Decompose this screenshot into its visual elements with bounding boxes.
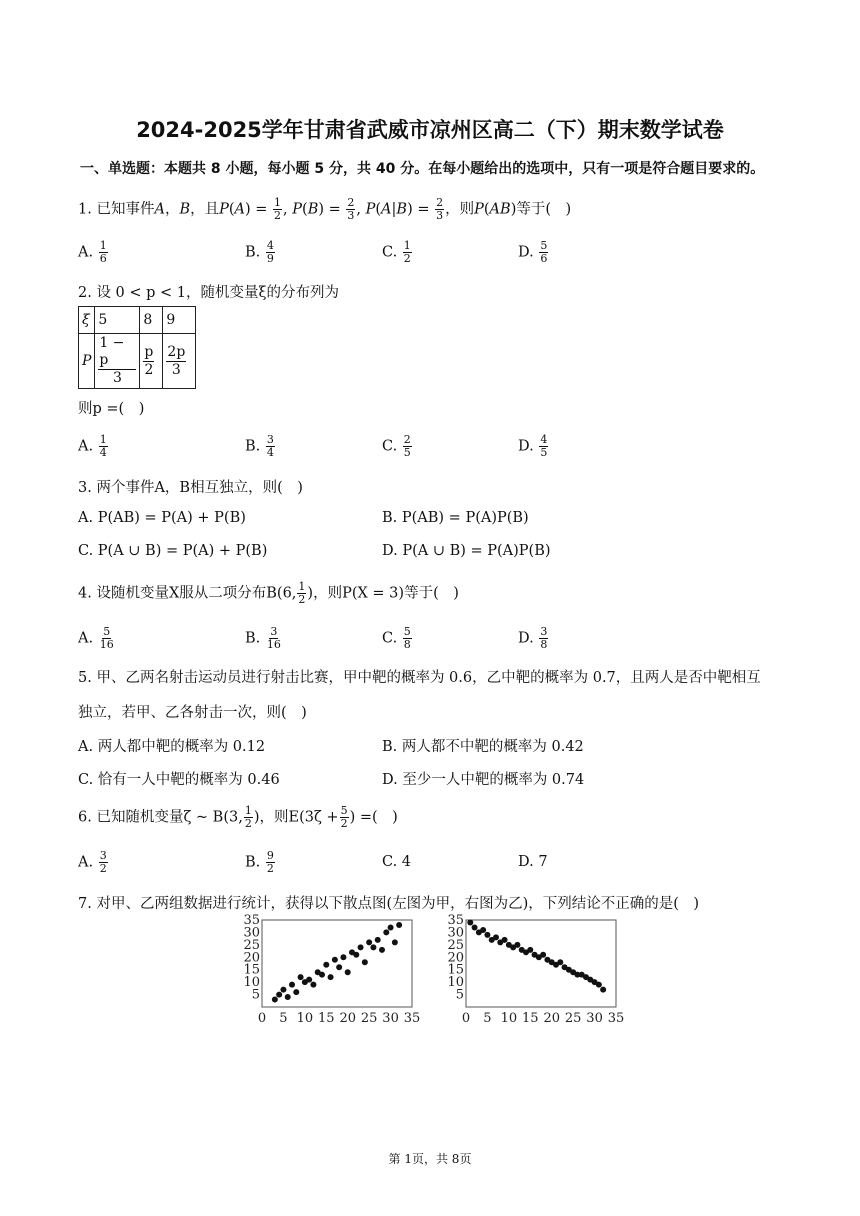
data-point (358, 944, 364, 950)
data-point (293, 989, 299, 995)
data-point (272, 997, 278, 1003)
y-tick-label: 30 (243, 925, 260, 941)
x-tick-label: 5 (483, 1011, 492, 1026)
x-tick-label: 15 (522, 1011, 539, 1026)
q2-option-d: D. $\frac{4}{5}$ (518, 433, 548, 459)
y-tick-label: 20 (243, 950, 260, 966)
data-point (383, 929, 389, 935)
x-tick-label: 20 (339, 1011, 356, 1026)
data-point (502, 937, 508, 943)
table-cell: 8 (140, 307, 163, 334)
q6-option-c: C. 4 (382, 854, 412, 870)
data-point (289, 982, 295, 988)
q1-option-c: C. $\frac{1}{2}$ (382, 239, 411, 265)
table-cell: ξ (79, 307, 95, 334)
data-point (375, 937, 381, 943)
data-point (527, 947, 533, 953)
data-point (484, 932, 490, 938)
data-point (596, 982, 602, 988)
q5-option-a: A. 两人都中靶的概率为 0.12 (78, 739, 266, 755)
data-point (540, 952, 546, 958)
data-point (467, 919, 473, 925)
y-tick-label: 20 (447, 950, 464, 966)
plot-frame (262, 920, 412, 1007)
scatter-plot-jia (236, 912, 422, 1030)
page-title: 2024-2025学年甘肃省武威市凉州区高二（下）期末数学试卷 (136, 118, 724, 142)
q5-option-d: D. 至少一人中靶的概率为 0.74 (382, 772, 585, 788)
question-5-line1: 5. 甲、乙两名射击运动员进行射击比赛，甲中靶的概率为 0.6，乙中靶的概率为 0.7，且两人是否中靶相互 (78, 670, 761, 686)
data-point (600, 987, 606, 993)
x-tick-label: 25 (564, 1011, 582, 1026)
y-tick-label: 5 (251, 987, 260, 1003)
y-tick-label: 35 (243, 913, 260, 928)
x-tick-label: 15 (318, 1011, 335, 1026)
q3-option-a: A. P(AB) = P(A) + P(B) (78, 510, 246, 526)
q3-option-d: D. P(A ∪ B) = P(A)P(B) (382, 543, 551, 559)
q2-option-b: B. $\frac{3}{4}$ (245, 433, 274, 459)
table-cell: 9 (163, 307, 196, 334)
y-tick-label: 25 (447, 937, 464, 953)
y-tick-label: 30 (447, 925, 464, 941)
data-point (392, 939, 398, 945)
x-tick-label: 35 (403, 1011, 421, 1026)
question-2-ask: 则p =( ) (78, 401, 145, 417)
x-tick-label: 20 (543, 1011, 560, 1026)
y-tick-label: 15 (243, 962, 260, 978)
data-point (332, 957, 338, 963)
x-tick-label: 30 (586, 1011, 603, 1026)
data-point (353, 952, 359, 958)
y-tick-label: 35 (447, 913, 464, 928)
q5-option-b: B. 两人都不中靶的概率为 0.42 (382, 739, 584, 755)
y-tick-label: 15 (447, 962, 464, 978)
data-point (480, 927, 486, 933)
q3-option-c: C. P(A ∪ B) = P(A) + P(B) (78, 543, 268, 559)
q3-option-b: B. P(AB) = P(A)P(B) (382, 510, 529, 526)
data-point (298, 974, 304, 980)
question-2: 2. 设 0 < p < 1，随机变量ξ的分布列为 (78, 285, 340, 301)
data-point (323, 962, 329, 968)
q1-option-d: D. $\frac{5}{6}$ (518, 239, 548, 265)
data-point (306, 977, 312, 983)
table-cell: $\frac{1 - p}{3}$ (95, 334, 140, 389)
y-tick-label: 25 (243, 937, 260, 953)
table-cell: $\frac{2p}{3}$ (163, 334, 196, 389)
x-tick-label: 5 (279, 1011, 288, 1026)
q4-option-c: C. $\frac{5}{8}$ (382, 625, 411, 651)
q6-option-b: B. $\frac{9}{2}$ (245, 849, 274, 875)
data-point (514, 942, 520, 948)
x-tick-label: 30 (382, 1011, 399, 1026)
data-point (280, 987, 286, 993)
y-tick-label: 10 (243, 975, 260, 991)
q1-option-a: A. $\frac{1}{6}$ (78, 239, 107, 265)
data-point (396, 922, 402, 928)
data-point (328, 974, 334, 980)
x-tick-label: 0 (257, 1011, 267, 1026)
question-5-line2: 独立，若甲、乙各射击一次，则( ) (78, 705, 307, 721)
y-tick-label: 10 (447, 975, 464, 991)
data-point (472, 924, 478, 930)
q1-option-b: B. $\frac{4}{9}$ (245, 239, 274, 265)
data-point (336, 964, 342, 970)
data-point (370, 944, 376, 950)
q4-option-a: A. $\frac{5}{16}$ (78, 625, 114, 651)
q2-option-a: A. $\frac{1}{4}$ (78, 433, 107, 459)
data-point (362, 959, 368, 965)
data-point (366, 939, 372, 945)
scatter-plot-yi (440, 912, 626, 1030)
data-point (285, 994, 291, 1000)
data-point (340, 954, 346, 960)
q6-option-d: D. 7 (518, 854, 548, 870)
q6-option-a: A. $\frac{3}{2}$ (78, 849, 107, 875)
x-tick-label: 35 (607, 1011, 625, 1026)
q4-option-d: D. $\frac{3}{8}$ (518, 625, 548, 651)
x-tick-label: 0 (461, 1011, 471, 1026)
data-point (276, 992, 282, 998)
q2-option-c: C. $\frac{2}{5}$ (382, 433, 411, 459)
question-3: 3. 两个事件A，B相互独立，则( ) (78, 480, 303, 496)
table-cell: P (79, 334, 95, 389)
table-cell: $\frac{p}{2}$ (140, 334, 163, 389)
x-tick-label: 25 (360, 1011, 378, 1026)
x-tick-label: 10 (296, 1011, 314, 1026)
question-6: 6. 已知随机变量ζ ~ B(3, $\frac{1}{2}$ )，则E(3ζ + $\frac{5}{2}$ ) =( ) (78, 804, 398, 830)
data-point (345, 969, 351, 975)
data-point (379, 947, 385, 953)
q5-option-c: C. 恰有一人中靶的概率为 0.46 (78, 772, 280, 788)
question-7: 7. 对甲、乙两组数据进行统计，获得以下散点图(左图为甲，右图为乙)，下列结论不正确的是( ) (78, 896, 700, 912)
data-point (557, 959, 563, 965)
distribution-table (78, 306, 196, 389)
data-point (310, 982, 316, 988)
question-4: 4. 设随机变量X服从二项分布B(6, $\frac{1}{2}$ )，则P(X = 3)等于( ) (78, 580, 459, 606)
table-cell: 5 (95, 307, 140, 334)
question-1: 1. 已知事件A，B，且P(A) = $\frac{1}{2}$ , P(B) = $\frac{2}{3}$ , P(A|B) = $\frac{2}{3}$ ，则P(AB)等于( ) (78, 196, 572, 222)
section-heading: 一、单选题：本题共 8 小题，每小题 5 分，共 40 分。在每小题给出的选项中，只有一项是符合题目要求的。 (80, 161, 765, 177)
data-point (493, 934, 499, 940)
data-point (388, 924, 394, 930)
data-point (319, 972, 325, 978)
q4-option-b: B. $\frac{3}{16}$ (245, 625, 281, 651)
x-tick-label: 10 (500, 1011, 518, 1026)
y-tick-label: 5 (455, 987, 464, 1003)
page-footer: 第 1页，共 8页 (388, 1152, 472, 1166)
